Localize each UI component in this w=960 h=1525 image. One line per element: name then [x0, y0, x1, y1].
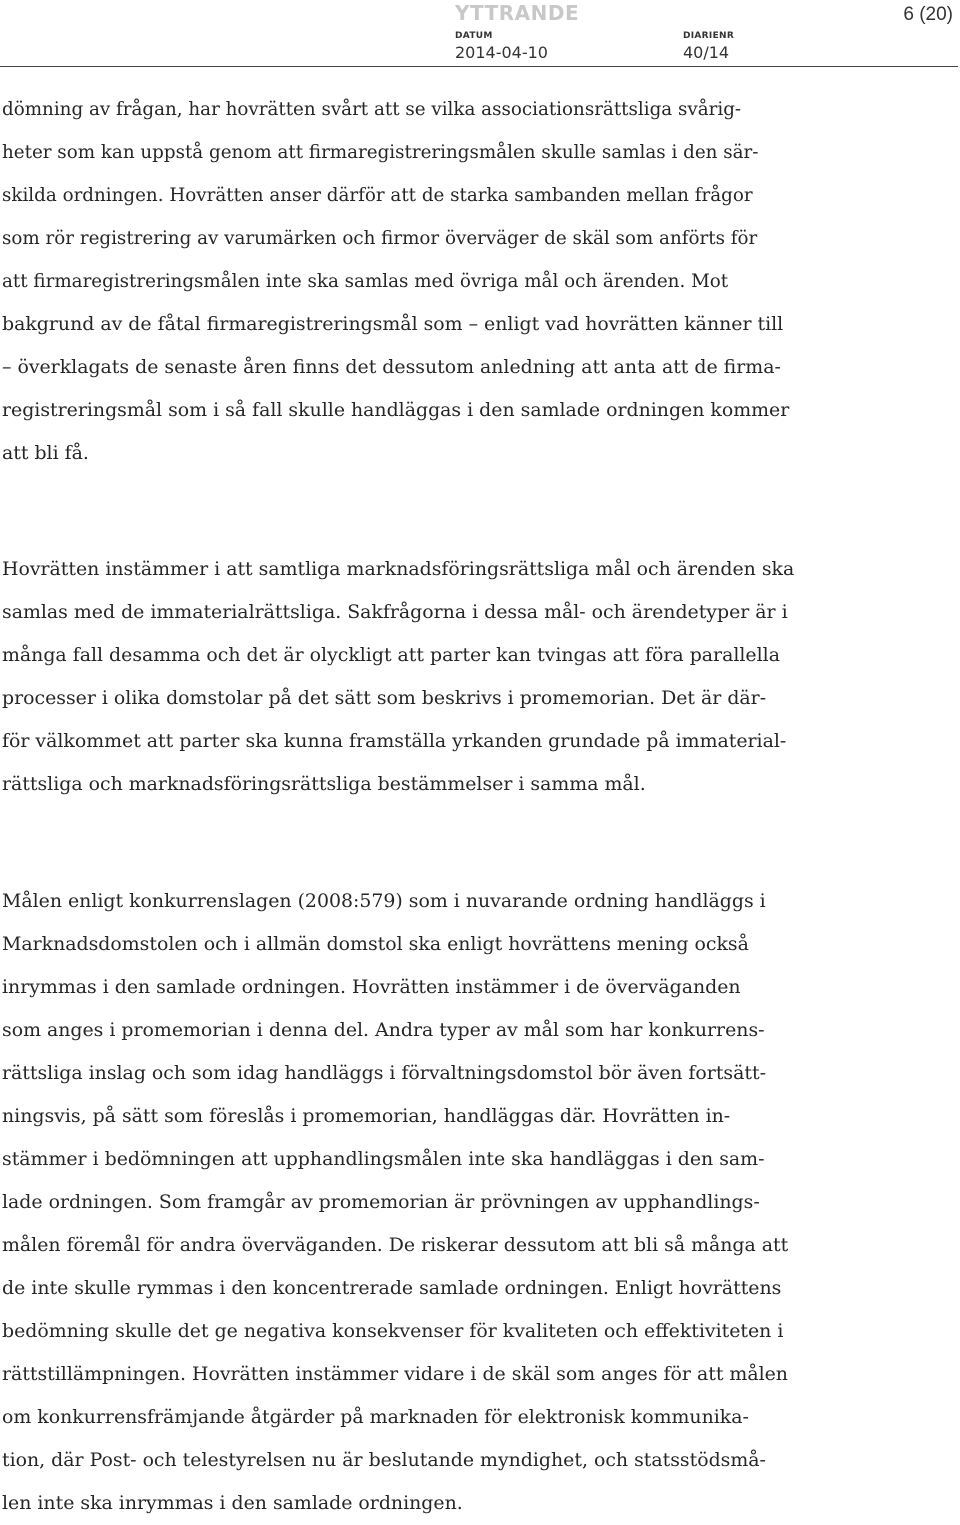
date-value: 2014-04-10 [455, 43, 548, 62]
diarienr-value: 40/14 [683, 43, 730, 62]
text-line: stämmer i bedömningen att upphandlingsmålen inte ska handläggas i den sam- [2, 1148, 765, 1170]
text-line: lade ordningen. Som framgår av promemorian är prövningen av upphandlings- [2, 1191, 760, 1213]
date-label: DATUM [455, 31, 493, 41]
document-body [2, 88, 957, 1525]
text-line: bedömning skulle det ge negativa konsekvenser för kvaliteten och effektiviteten i [2, 1320, 784, 1342]
header-divider [0, 66, 958, 67]
text-line: för välkommet att parter ska kunna framställa yrkanden grundade på immaterial- [2, 730, 787, 752]
text-line: de inte skulle rymmas i den koncentrerade samlade ordningen. Enligt hovrättens [2, 1277, 782, 1299]
text-line: Marknadsdomstolen och i allmän domstol ska enligt hovrättens mening också [2, 933, 749, 955]
text-line: att firmaregistreringsmålen inte ska samlas med övriga mål och ärenden. Mot [2, 271, 729, 292]
text-line: registreringsmål som i så fall skulle handläggas i den samlade ordningen kommer [2, 399, 790, 421]
paragraph [2, 548, 957, 806]
text-line: samlas med de immaterialrättsliga. Sakfrågorna i dessa mål- och ärendetyper är i [2, 601, 788, 623]
text-line: många fall desamma och det är olyckligt att parter kan tvingas att föra parallella [2, 644, 780, 666]
text-line: Målen enligt konkurrenslagen (2008:579) som i nuvarande ordning handläggs i [2, 890, 766, 912]
text-line: tion, där Post- och telestyrelsen nu är beslutande myndighet, och statsstödsmå- [2, 1449, 766, 1471]
page-number: 6 (20) [903, 4, 953, 25]
text-line: dömning av frågan, har hovrätten svårt att se vilka associationsrättsliga svårig- [2, 99, 742, 120]
document-header [0, 0, 960, 70]
text-line: som rör registrering av varumärken och firmor överväger de skäl som anförts för [2, 228, 758, 249]
text-line: som anges i promemorian i denna del. Andra typer av mål som har konkurrens- [2, 1019, 765, 1041]
text-line: len inte ska inrymmas i den samlade ordningen. [2, 1492, 463, 1514]
text-line: skilda ordningen. Hovrätten anser därför att de starka sambanden mellan frågor [2, 185, 753, 206]
text-line: rättstillämpningen. Hovrätten instämmer vidare i de skäl som anges för att målen [2, 1363, 788, 1385]
diarienr-label: DIARIENR [683, 31, 735, 41]
text-line: om konkurrensfrämjande åtgärder på marknaden för elektronisk kommunika- [2, 1406, 749, 1428]
text-line: processer i olika domstolar på det sätt som beskrivs i promemorian. Det är där- [2, 687, 767, 709]
text-line: rättsliga inslag och som idag handläggs i förvaltningsdomstol bör även fortsätt- [2, 1062, 766, 1084]
text-line: rättsliga och marknadsföringsrättsliga bestämmelser i samma mål. [2, 773, 646, 795]
text-line: heter som kan uppstå genom att firmaregistreringsmålen skulle samlas i den sär- [2, 142, 759, 163]
text-line: att bli få. [2, 442, 89, 464]
text-line: ningsvis, på sätt som föreslås i promemorian, handläggas där. Hovrätten in- [2, 1105, 731, 1127]
text-line: – överklagats de senaste åren finns det dessutom anledning att anta att de firma- [2, 356, 781, 378]
text-line: bakgrund av de fåtal firmaregistreringsmål som – enligt vad hovrätten känner till [2, 313, 784, 335]
text-line: inrymmas i den samlade ordningen. Hovrätten instämmer i de överväganden [2, 976, 741, 998]
paragraph [2, 88, 957, 475]
text-line: Hovrätten instämmer i att samtliga marknadsföringsrättsliga mål och ärenden ska [2, 558, 795, 580]
paragraph [2, 880, 957, 1525]
text-line: målen föremål för andra överväganden. De riskerar dessutom att bli så många att [2, 1234, 789, 1256]
document-type: YTTRANDE [455, 1, 580, 25]
